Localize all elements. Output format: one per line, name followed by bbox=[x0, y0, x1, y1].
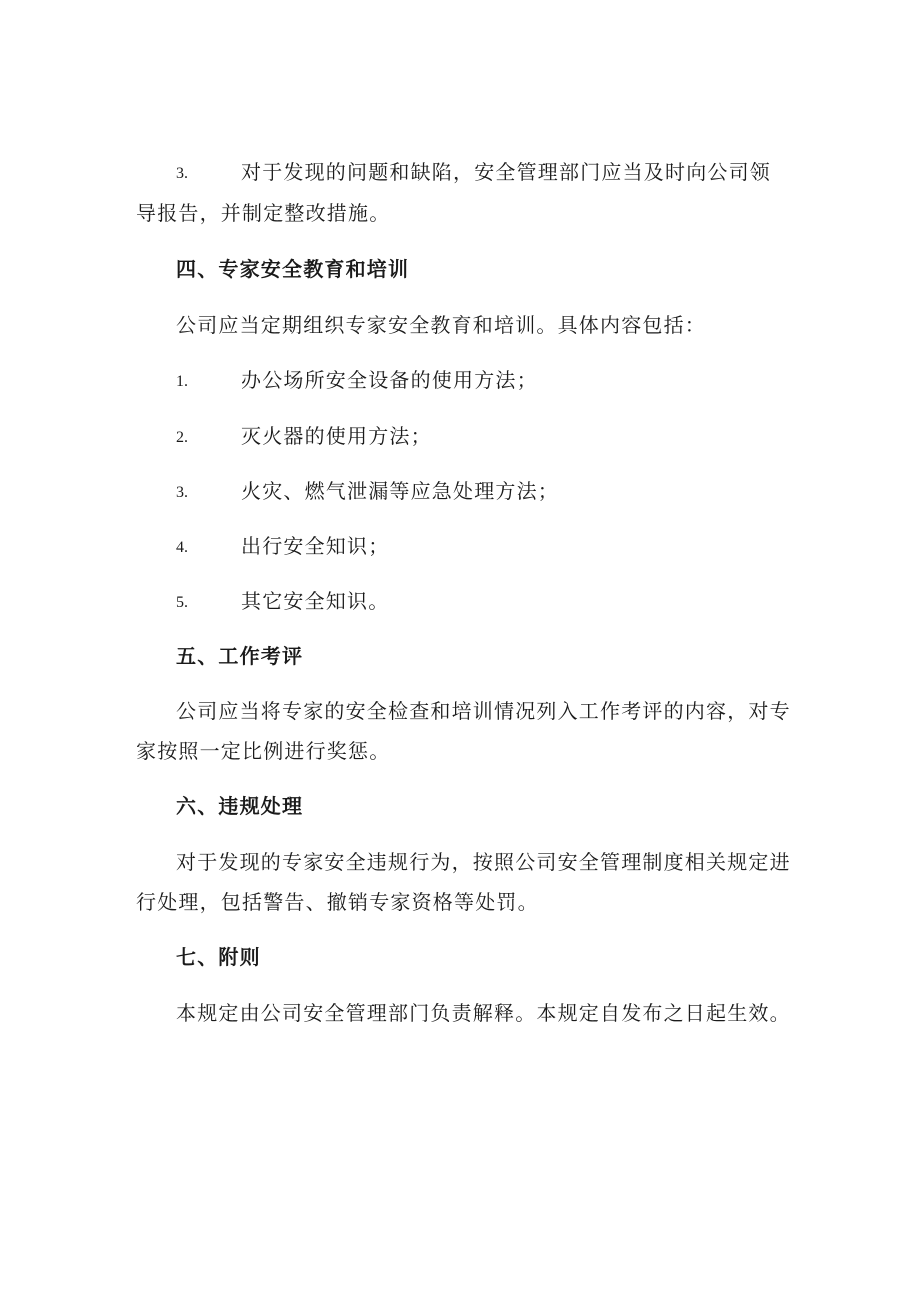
list-item-text: 其它安全知识。 bbox=[241, 589, 390, 613]
list-item-text: 火灾、燃气泄漏等应急处理方法； bbox=[241, 479, 559, 503]
list-item-number: 1. bbox=[176, 373, 188, 390]
paragraph-line: 对于发现的问题和缺陷，安全管理部门应当及时向公司领 bbox=[241, 160, 771, 184]
list-item-number: 5. bbox=[176, 594, 188, 611]
section-heading: 七、附则 bbox=[176, 945, 261, 969]
list-item-number: 3. bbox=[176, 484, 188, 501]
section-heading: 五、工作考评 bbox=[176, 644, 304, 668]
paragraph-line: 公司应当定期组织专家安全教育和培训。具体内容包括： bbox=[176, 313, 706, 337]
paragraph-line: 对于发现的专家安全违规行为，按照公司安全管理制度相关规定进 bbox=[176, 850, 791, 874]
section-heading: 四、专家安全教育和培训 bbox=[176, 257, 410, 281]
list-item-text: 出行安全知识； bbox=[241, 534, 390, 558]
paragraph-line: 本规定由公司安全管理部门负责解释。本规定自发布之日起生效。 bbox=[176, 1001, 791, 1025]
paragraph-line: 家按照一定比例进行奖惩。 bbox=[136, 739, 391, 763]
list-item-number: 2. bbox=[176, 429, 188, 446]
paragraph-line: 行处理，包括警告、撤销专家资格等处罚。 bbox=[136, 890, 539, 914]
paragraph-line: 导报告，并制定整改措施。 bbox=[136, 201, 391, 225]
list-item-text: 灭火器的使用方法； bbox=[241, 424, 432, 448]
list-item-number: 4. bbox=[176, 539, 188, 556]
section-heading: 六、违规处理 bbox=[176, 794, 304, 818]
list-item-number: 3. bbox=[176, 165, 188, 182]
paragraph-line: 公司应当将专家的安全检查和培训情况列入工作考评的内容，对专 bbox=[176, 699, 791, 723]
list-item-text: 办公场所安全设备的使用方法； bbox=[241, 368, 538, 392]
